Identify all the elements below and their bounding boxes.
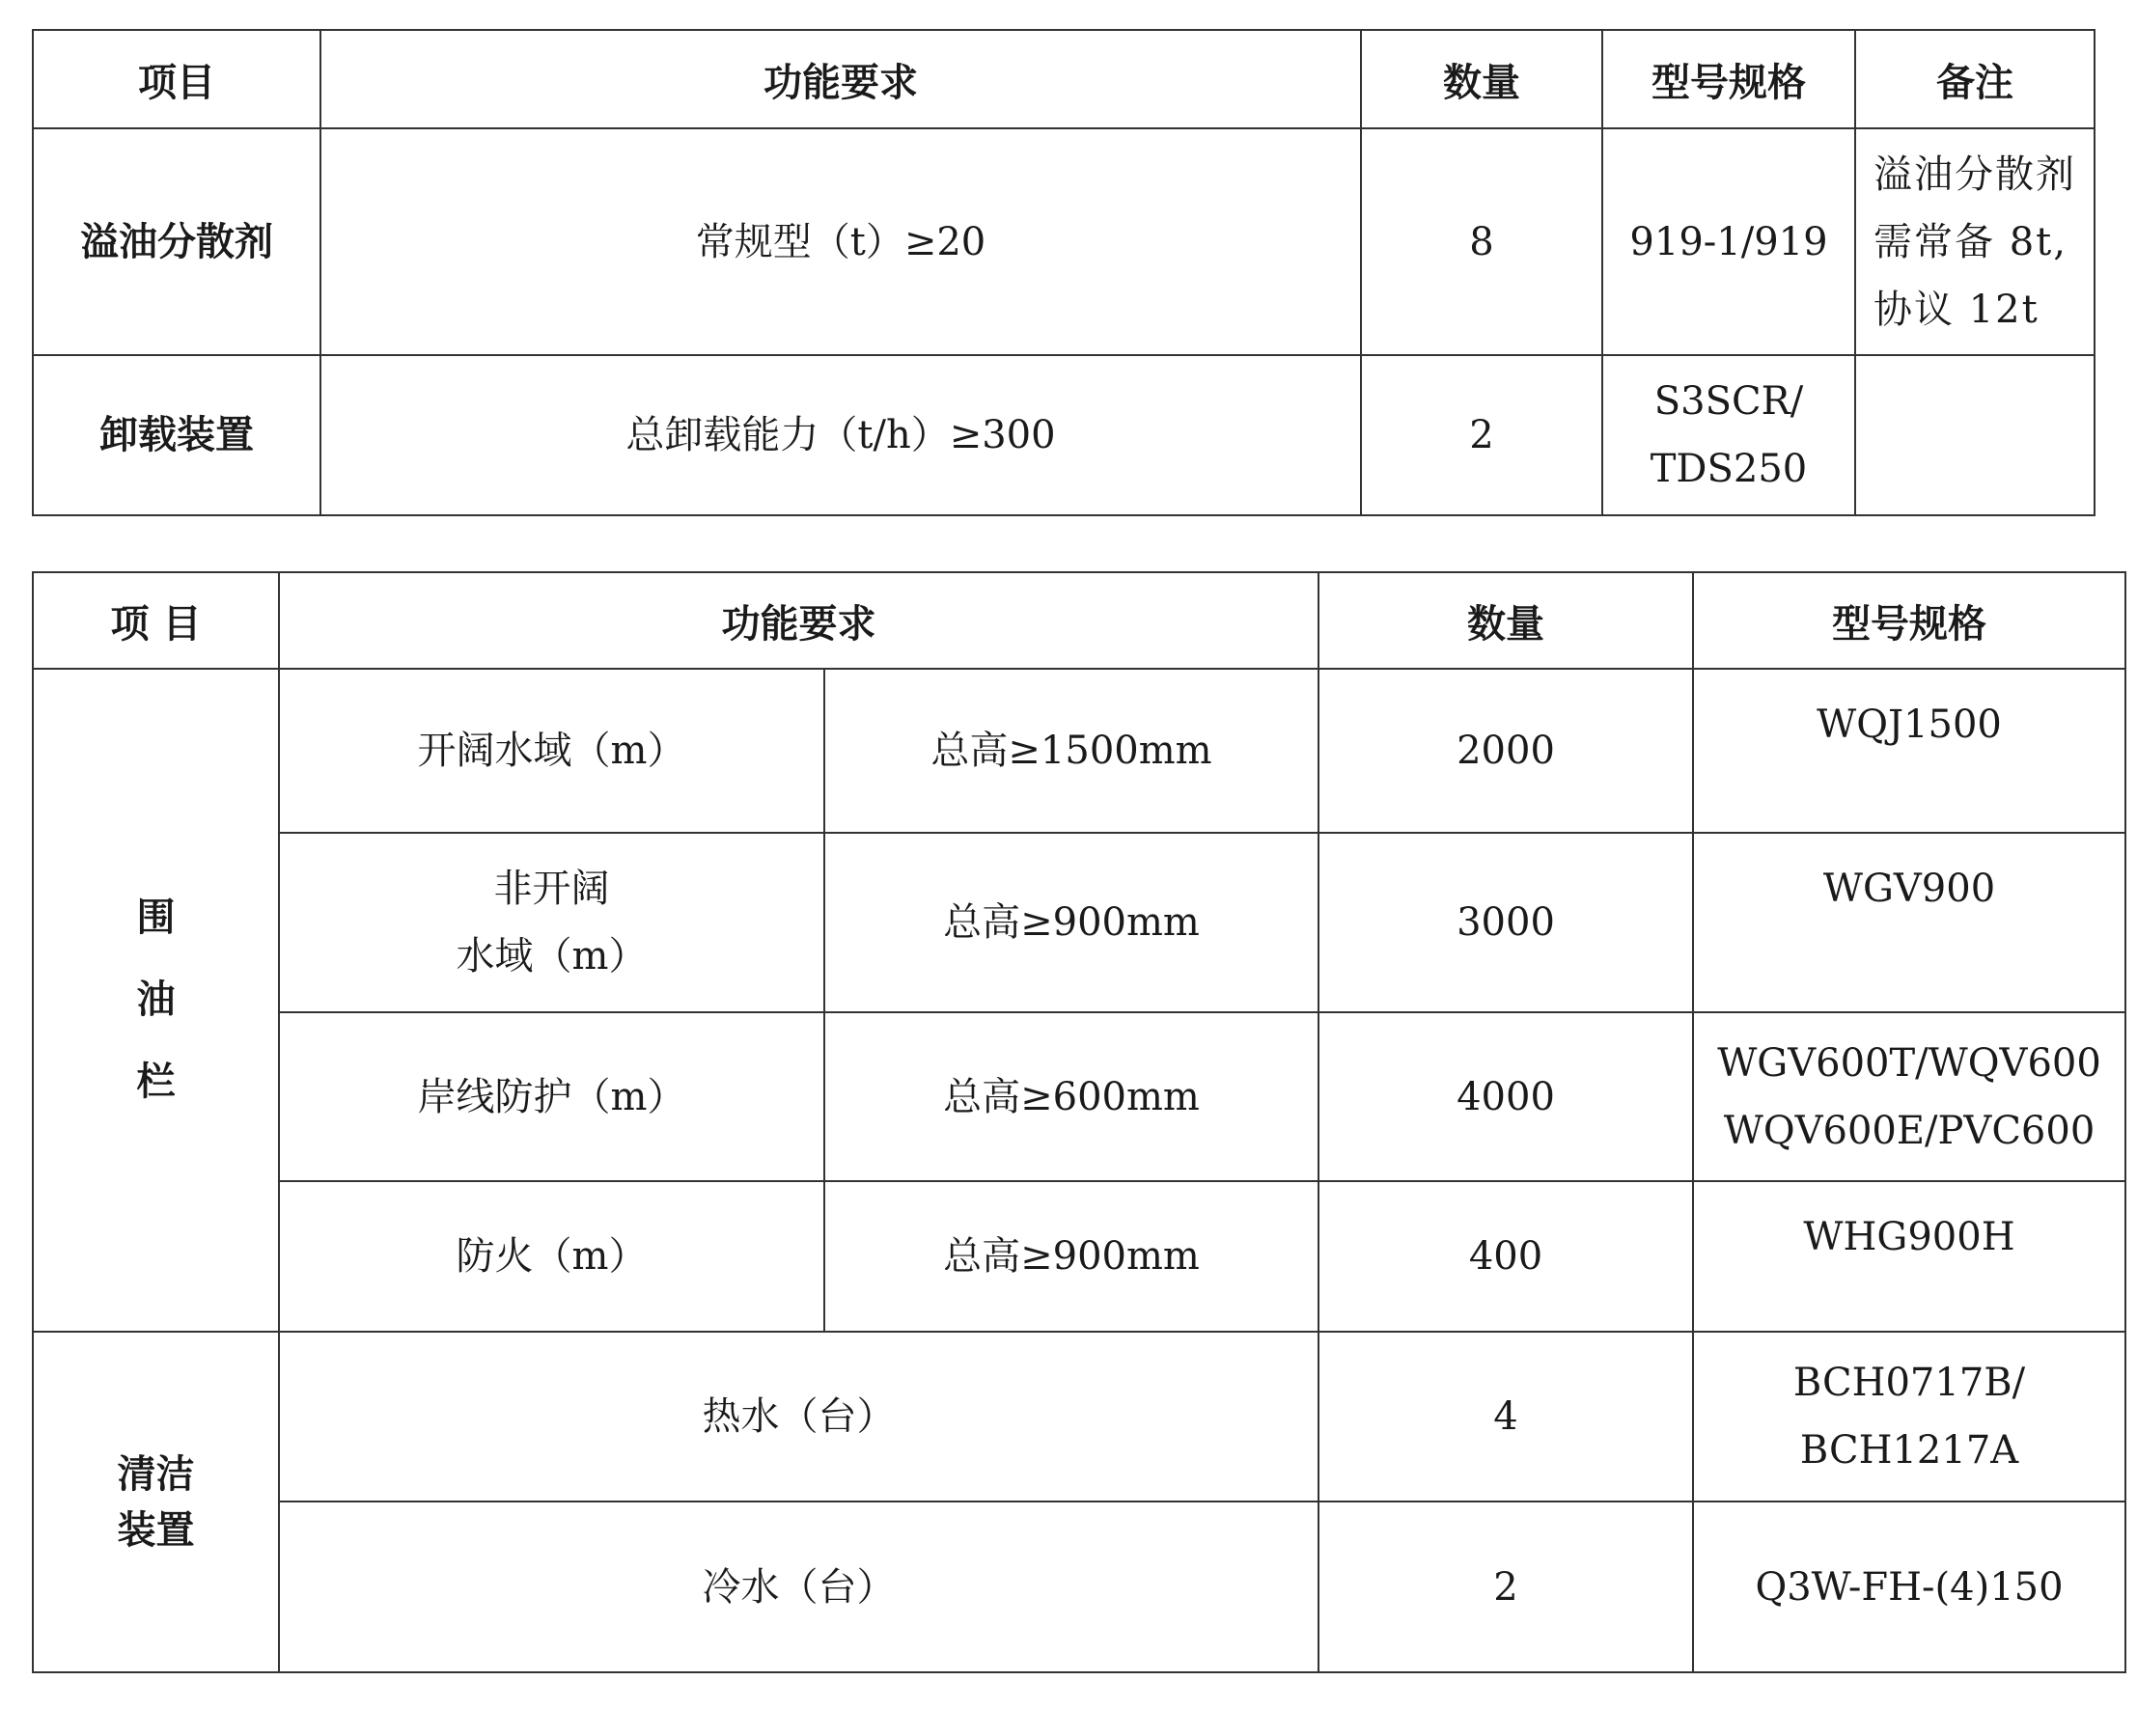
table-header-row <box>33 30 2095 128</box>
model-line: S3SCR/ <box>1653 379 1804 424</box>
header-requirement: 功能要求 <box>279 572 1318 669</box>
item-cell: 卸载装置 <box>33 355 320 515</box>
model-line: WGV600T/WQV600 <box>1717 1040 2101 1086</box>
height-cell: 总高≥600mm <box>824 1012 1318 1181</box>
table-row <box>33 833 2125 1012</box>
header-model: 型号规格 <box>1602 30 1855 128</box>
model-cell: 919-1/919 <box>1602 128 1855 355</box>
note-line: 需常备 8t, <box>1873 219 2068 264</box>
cleaning-category-cell <box>33 1332 279 1672</box>
table-row <box>33 1502 2125 1672</box>
table-row <box>33 1012 2125 1181</box>
category-char: 围 <box>136 896 176 940</box>
model-cell: Q3W-FH-(4)150 <box>1693 1502 2125 1672</box>
header-model: 型号规格 <box>1693 572 2125 669</box>
note-line: 协议 12t <box>1873 287 2040 332</box>
boom-type-cell: 岸线防护（m） <box>279 1012 824 1181</box>
quantity-cell: 4 <box>1318 1332 1693 1502</box>
height-cell: 总高≥900mm <box>824 1181 1318 1332</box>
type-line: 非开阔 <box>493 867 610 911</box>
requirement-cell: 常规型（t）≥20 <box>320 128 1361 355</box>
table-header-row <box>33 572 2125 669</box>
model-cell: WQJ1500 <box>1693 669 2125 833</box>
quantity-cell: 2 <box>1361 355 1602 515</box>
category-line: 装置 <box>117 1507 195 1553</box>
boom-type-cell <box>279 833 824 1012</box>
requirement-cell: 总卸载能力（t/h）≥300 <box>320 355 1361 515</box>
boom-type-cell: 防火（m） <box>279 1181 824 1332</box>
cleaning-requirement-cell: 热水（台） <box>279 1332 1318 1502</box>
note-line: 溢油分散剂 <box>1873 152 2076 197</box>
model-line: TDS250 <box>1650 447 1808 491</box>
quantity-cell: 400 <box>1318 1181 1693 1332</box>
note-cell <box>1855 355 2095 515</box>
table-row <box>33 355 2095 515</box>
model-cell <box>1693 1012 2125 1181</box>
quantity-cell: 4000 <box>1318 1012 1693 1181</box>
category-char: 栏 <box>136 1060 176 1104</box>
category-char: 油 <box>136 978 176 1022</box>
table-row <box>33 1181 2125 1332</box>
header-item: 项目 <box>33 30 320 128</box>
dispersant-unloading-table <box>32 29 2095 516</box>
header-note: 备注 <box>1855 30 2095 128</box>
model-cell <box>1602 355 1855 515</box>
header-item: 项 目 <box>33 572 279 669</box>
header-quantity: 数量 <box>1318 572 1693 669</box>
model-cell: WGV900 <box>1693 833 2125 1012</box>
category-line: 清洁 <box>117 1451 195 1497</box>
height-cell: 总高≥1500mm <box>824 669 1318 833</box>
quantity-cell: 2 <box>1318 1502 1693 1672</box>
quantity-cell: 8 <box>1361 128 1602 355</box>
height-cell: 总高≥900mm <box>824 833 1318 1012</box>
boom-type-cell: 开阔水域（m） <box>279 669 824 833</box>
cleaning-requirement-cell: 冷水（台） <box>279 1502 1318 1672</box>
table-row <box>33 669 2125 833</box>
model-line: WQV600E/PVC600 <box>1723 1108 2095 1153</box>
model-cell: BCH0717B/ BCH1217A <box>1693 1332 2125 1502</box>
quantity-cell: 2000 <box>1318 669 1693 833</box>
table-row <box>33 128 2095 355</box>
header-quantity: 数量 <box>1361 30 1602 128</box>
type-line: 水域（m） <box>456 934 648 978</box>
table-row <box>33 1332 2125 1502</box>
boom-cleaning-table <box>32 571 2126 1673</box>
item-cell: 溢油分散剂 <box>33 128 320 355</box>
header-requirement: 功能要求 <box>320 30 1361 128</box>
boom-category-cell <box>33 669 279 1332</box>
quantity-cell: 3000 <box>1318 833 1693 1012</box>
note-cell <box>1855 128 2095 355</box>
model-cell: WHG900H <box>1693 1181 2125 1332</box>
